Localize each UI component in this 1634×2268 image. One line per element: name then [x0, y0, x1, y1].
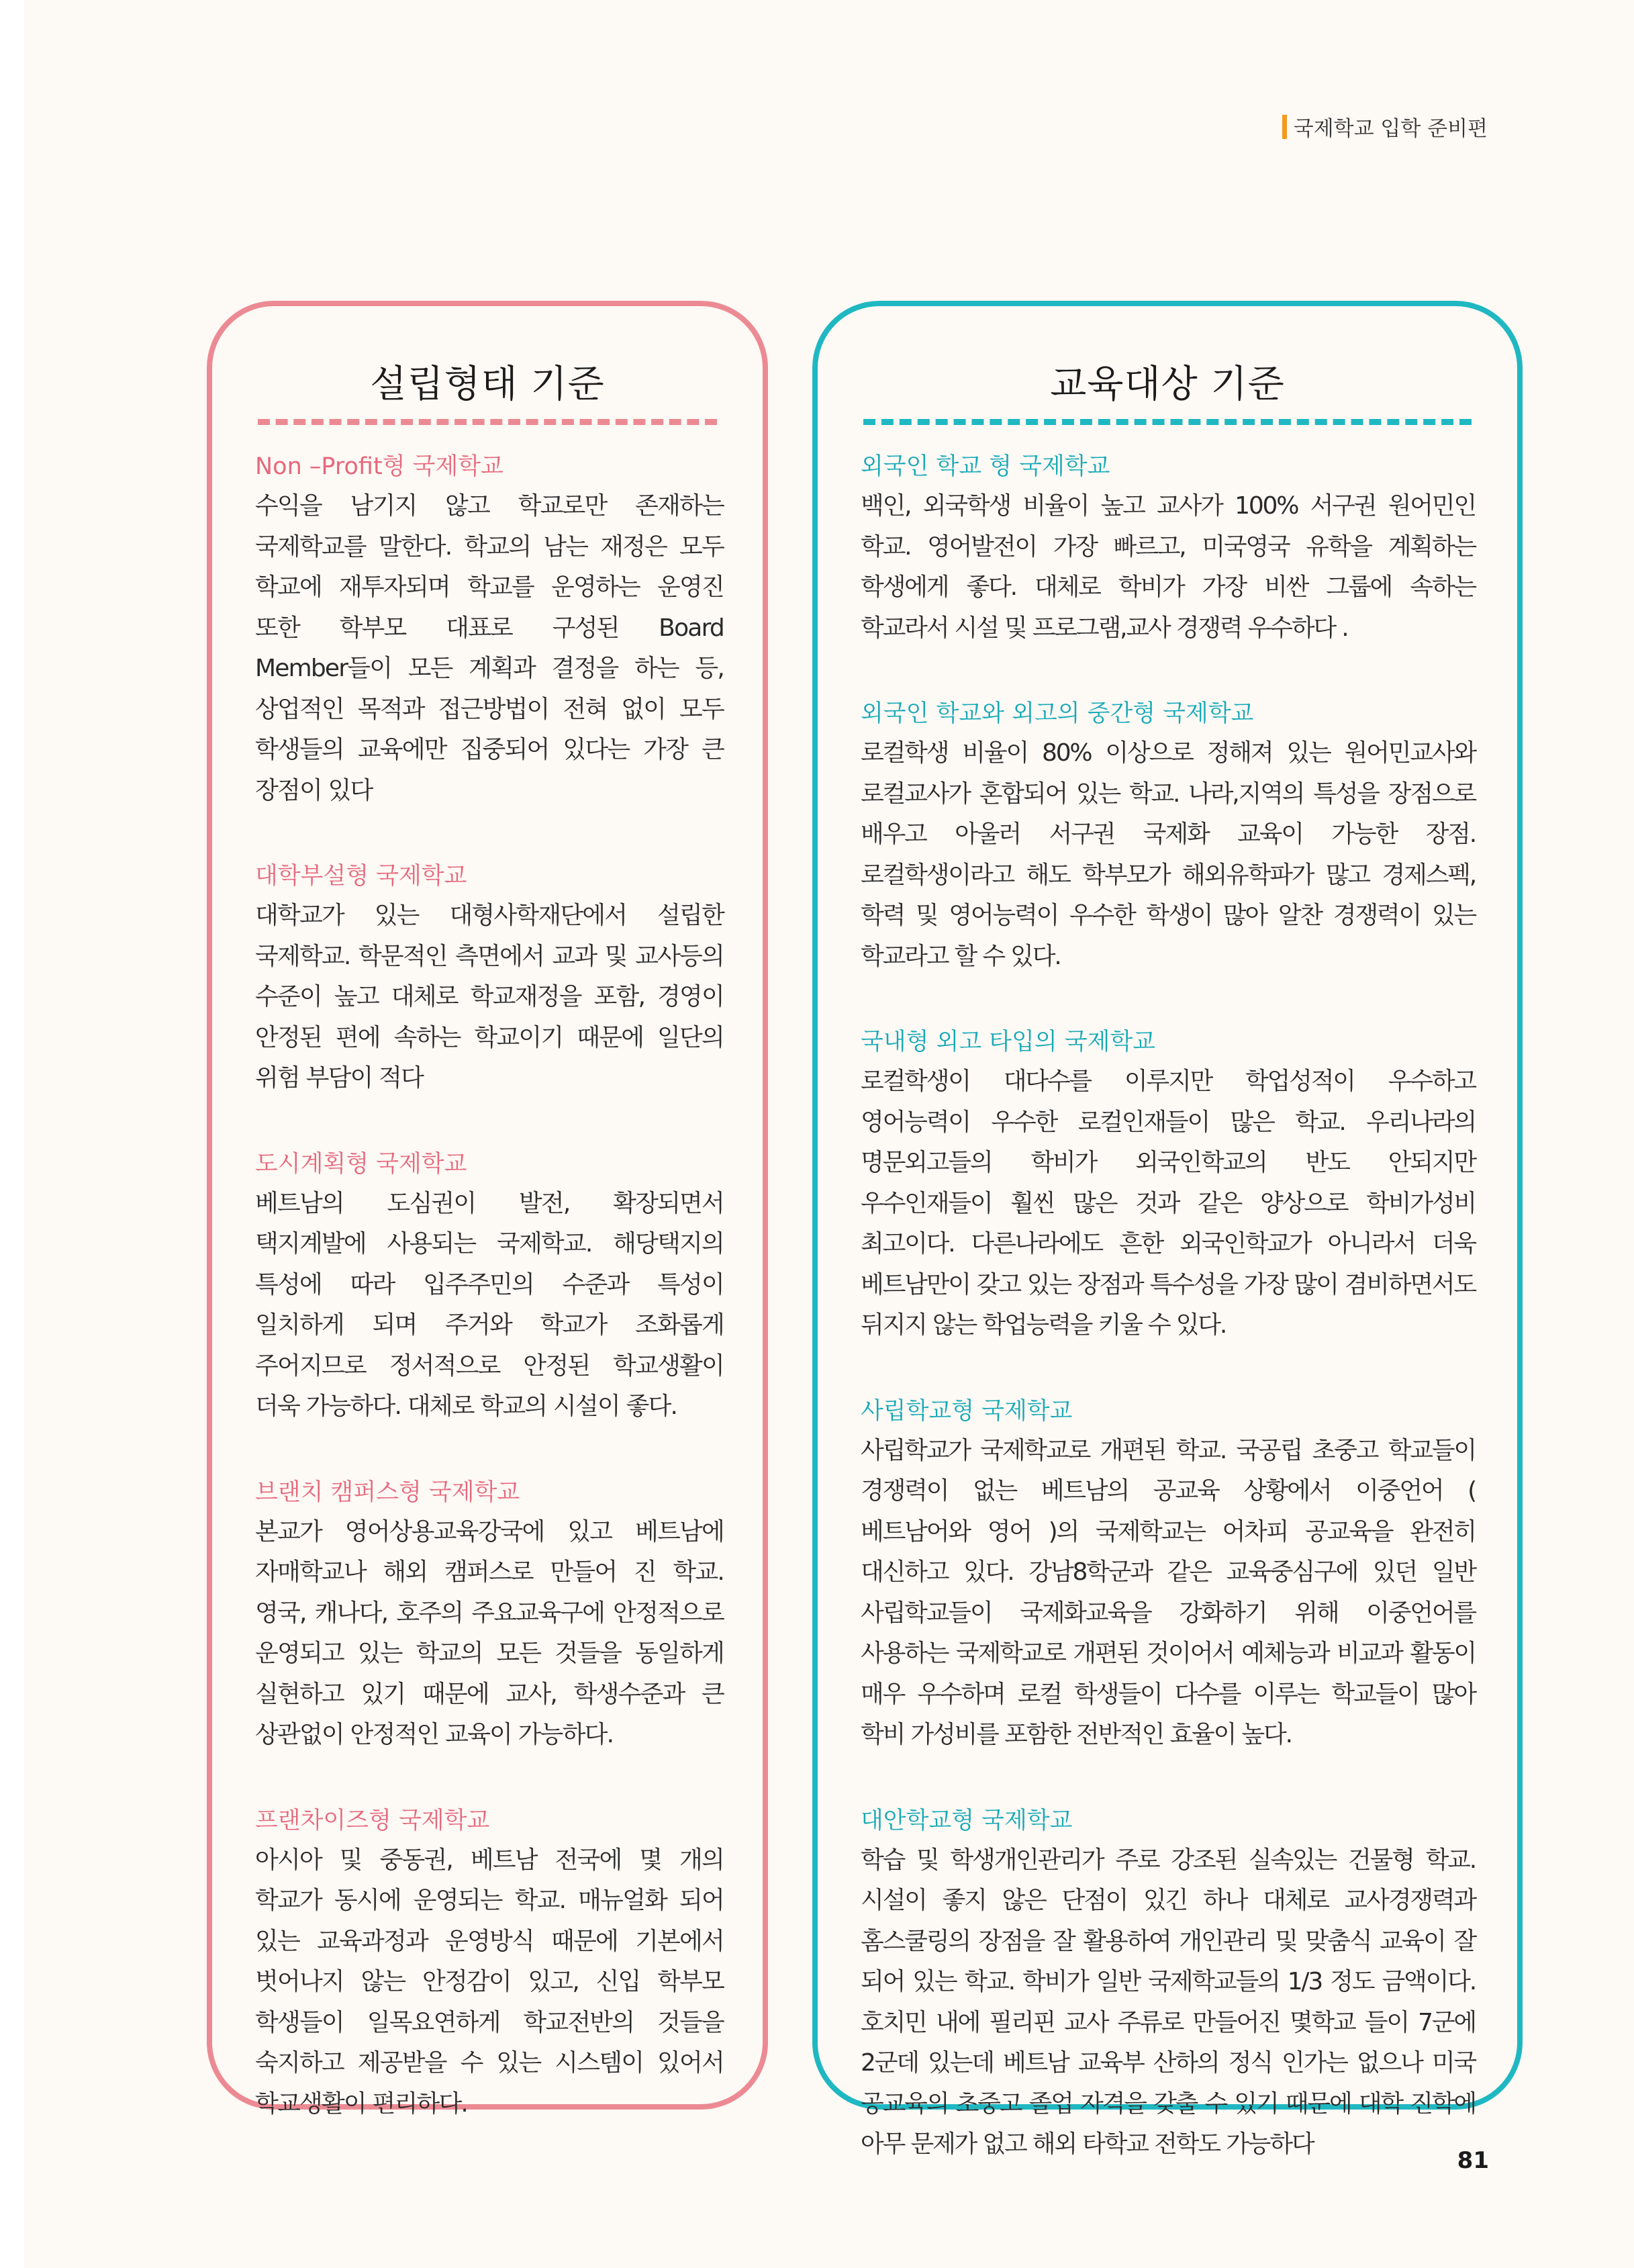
section — [861, 1023, 1476, 1346]
section-title: 프랜차이즈형 국제학교 — [255, 1807, 490, 1834]
section-title: 대안학교형 국제학교 — [861, 1807, 1073, 1834]
section — [255, 857, 724, 1099]
section — [861, 1801, 1476, 2165]
section-text: 로컬학생이 대다수를 이루지만 학업성적이 우수하고 영어능력이 우수한 로컬인재들이 많은 학교. 우리나라의 명문외고들의 학비가 외국인학교의 반도 안되지만 우수인재들이 훨씬 많은 것과 같은 양상으로 학비가성비 최고이다. 다른나라에도 흔한 외국인학교가 아니라서 더욱 베트남만이 갖고 있는 장점과 특수성을 가장 많이 겸비하면서도 뒤지지 않는 학업능력을 키울 수 있다. — [861, 1068, 1476, 1339]
section — [255, 1801, 724, 2125]
section-text: 본교가 영어상용교육강국에 있고 베트남에 자매학교나 해외 캠퍼스로 만들어 진 학교. 영국, 캐나다, 호주의 주요교육구에 안정적으로 운영되고 있는 학교의 모든 것들을 동일하게 실현하고 있기 때문에 교사, 학생수준과 큰 상관없이 안정적인 교육이 가능하다. — [255, 1517, 724, 1748]
panel-body — [212, 447, 763, 2170]
section — [255, 1145, 724, 1427]
section-title: 외국인 학교와 외고의 중간형 국제학교 — [861, 700, 1254, 727]
section-text: 학습 및 학생개인관리가 주로 강조된 실속있는 건물형 학교. 시설이 좋지 않은 단점이 있긴 하나 대체로 교사경쟁력과 홈스쿨링의 장점을 잘 활용하여 개인관리 및 맞춤식 교육이 잘 되어 있는 학교. 학비가 일반 국제학교들의 1/3 정도 금액이다. 호치민 내에 필리핀 교사 주류로 만들어진 몇학교 들이 7군에 2군데 있는데 베트남 교육부 산하의 정식 인가는 없으나 미국 공교육의 초중고 졸업 자격을 갖출 수 있기 때문에 대학 진학에 아무 문제가 없고 해외 타학교 전학도 가능하다 — [861, 1846, 1476, 2158]
education-target-panel — [812, 301, 1523, 2158]
page — [24, 0, 1634, 2268]
panel-body — [818, 447, 1517, 2211]
section — [861, 694, 1476, 977]
section-text: 대학교가 있는 대형사학재단에서 설립한 국제학교. 학문적인 측면에서 교과 및 교사등의 수준이 높고 대체로 학교재정을 포함, 경영이 안정된 편에 속하는 학교이기 때문에 일단의 위험 부담이 적다 — [255, 902, 724, 1092]
dashed-divider — [258, 419, 717, 425]
section-text: 로컬학생 비율이 80% 이상으로 정해져 있는 원어민교사와 로컬교사가 혼합되어 있는 학교. 나라,지역의 특성을 장점으로 배우고 아울러 서구권 국제화 교육이 가능한 장점. 로컬학생이라고 해도 학부모가 해외유학파가 많고 경제스펙, 학력 및 영어능력이 우수한 학생이 많아 알찬 경쟁력이 있는 학교라고 할 수 있다. — [861, 739, 1476, 970]
section — [861, 447, 1476, 649]
section-text: 사립학교가 국제학교로 개편된 학교. 국공립 초중고 학교들이 경쟁력이 없는 베트남의 공교육 상황에서 이중언어 ( 베트남어와 영어 )의 국제학교는 어차피 공교육을 완전히 대신하고 있다. 강남8학군과 같은 교육중심구에 있던 일반 사립학교들이 국제화교육을 강화하기 위해 이중언어를 사용하는 국제학교로 개편된 것이어서 예체능과 비교과 활동이 매우 우수하며 로컬 학생들이 다수를 이루는 학교들이 많아 학비 가성비를 포함한 전반적인 효율이 높다. — [861, 1436, 1476, 1748]
section — [255, 447, 724, 811]
section — [255, 1473, 724, 1756]
page-number: 81 — [1457, 2147, 1489, 2174]
section-title: 국내형 외고 타입의 국제학교 — [861, 1029, 1156, 1055]
section-title: 사립학교형 국제학교 — [861, 1397, 1073, 1425]
section-title: Non –Profit형 국제학교 — [255, 453, 503, 480]
section-title: 도시계획형 국제학교 — [255, 1150, 467, 1178]
section-title: 대학부설형 국제학교 — [255, 863, 467, 890]
section — [861, 1392, 1476, 1756]
section-text: 백인, 외국학생 비율이 높고 교사가 100% 서구권 원어민인 학교. 영어발전이 가장 빠르고, 미국영국 유학을 계획하는 학생에게 좋다. 대체로 학비가 가장 비싼 그룹에 속하는 학교라서 시설 및 프로그램,교사 경쟁력 우수하다 . — [861, 492, 1476, 642]
panel-title: 설립형태 기준 — [370, 363, 605, 406]
running-head — [1282, 111, 1488, 142]
section-text: 수익을 남기지 않고 학교로만 존재하는 국제학교를 말한다. 학교의 남는 재정은 모두 학교에 재투자되며 학교를 운영하는 운영진 또한 학부모 대표로 구성된 Board Member들이 모든 계획과 결정을 하는 등, 상업적인 목적과 접근방법이 전혀 없이 모두 학생들의 교육에만 집중되어 있다는 가장 큰 장점이 있다 — [255, 492, 724, 804]
dashed-divider — [863, 419, 1472, 425]
running-head-text: 국제학교 입학 준비편 — [1293, 117, 1488, 141]
running-head-marker — [1282, 115, 1287, 139]
section-text: 베트남의 도심권이 발전, 확장되면서 택지계발에 사용되는 국제학교. 해당택지의 특성에 따라 입주주민의 수준과 특성이 일치하게 되며 주거와 학교가 조화롭게 주어지므로 정서적으로 안정된 학교생활이 더욱 가능하다. 대체로 학교의 시설이 좋다. — [255, 1189, 724, 1420]
panel-title: 교육대상 기준 — [1050, 363, 1285, 406]
section-title: 브랜치 캠퍼스형 국제학교 — [255, 1478, 520, 1506]
establishment-type-panel — [207, 301, 768, 2118]
section-text: 아시아 및 중동권, 베트남 전국에 몇 개의 학교가 동시에 운영되는 학교. 매뉴얼화 되어 있는 교육과정과 운영방식 때문에 기본에서 벗어나지 않는 안정감이 있고, 신입 학부모 학생들이 일목요연하게 학교전반의 것들을 숙지하고 제공받을 수 있는 시스템이 있어서 학교생활이 편리하다. — [255, 1846, 724, 2118]
section-title: 외국인 학교 형 국제학교 — [861, 453, 1110, 480]
